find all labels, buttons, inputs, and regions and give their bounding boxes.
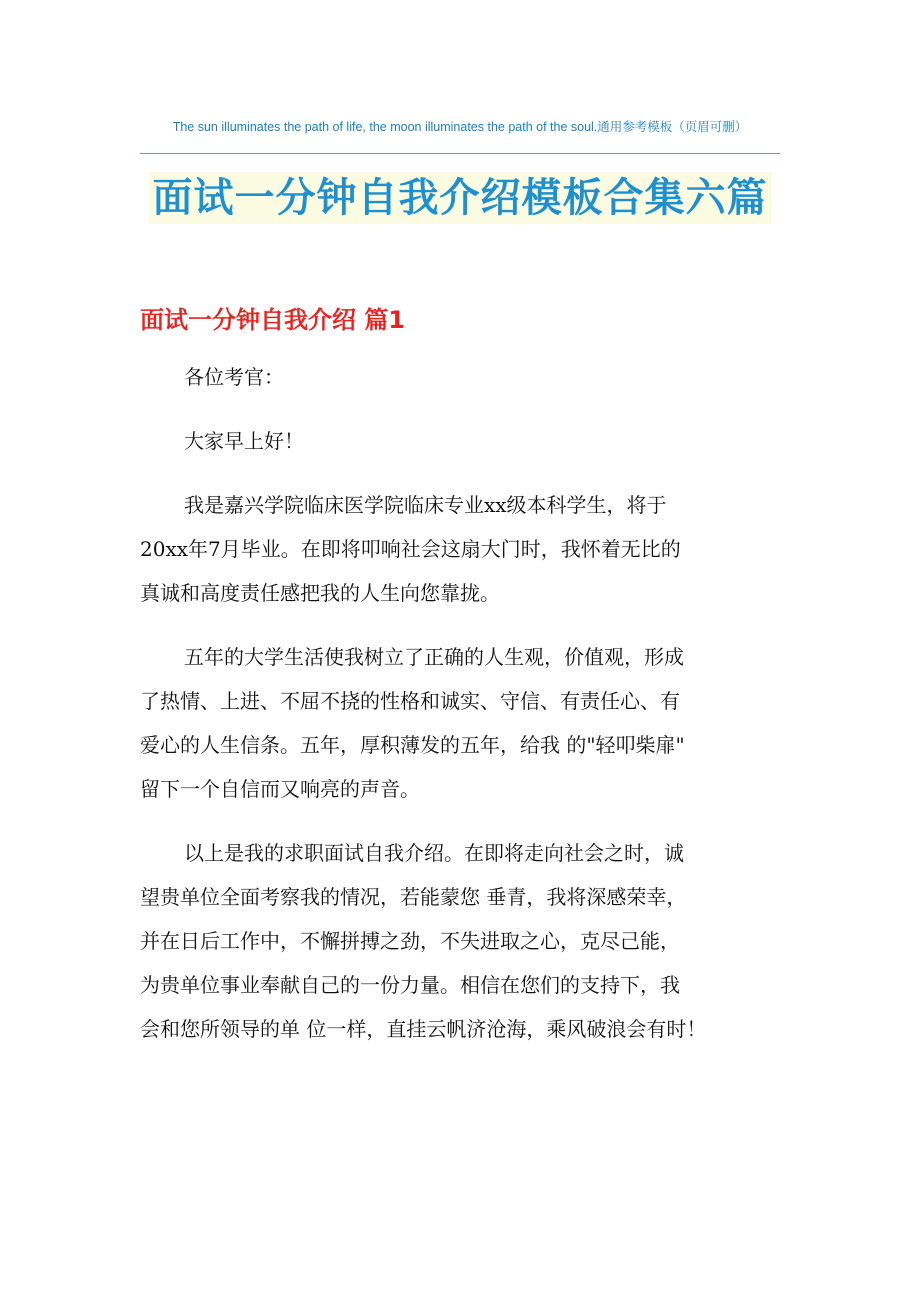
document-title: 面试一分钟自我介绍模板合集六篇 <box>149 172 772 224</box>
paragraph <box>140 419 800 463</box>
paragraph <box>140 831 800 1051</box>
paragraph-line: 我是嘉兴学院临床医学院临床专业xx级本科学生，将于 <box>184 493 667 517</box>
section-heading: 面试一分钟自我介绍 篇1 <box>140 306 406 334</box>
paragraph-line: 以上是我的求职面试自我介绍。在即将走向社会之时，诚 <box>184 841 684 865</box>
paragraph-line: 各位考官： <box>184 365 284 389</box>
paragraph-line: 了热情、上进、不屈不挠的性格和诚实、守信、有责任心、有 <box>140 689 680 713</box>
paragraph-line: 大家早上好！ <box>184 429 304 453</box>
paragraph-line: 真诚和高度责任感把我的人生向您靠拢。 <box>140 581 500 605</box>
paragraph <box>140 635 800 811</box>
header-divider <box>140 153 780 154</box>
paragraph-line: 为贵单位事业奉献自己的一份力量。相信在您们的支持下，我 <box>140 973 680 997</box>
title-container <box>0 172 920 224</box>
paragraph-line: 五年的大学生活使我树立了正确的人生观，价值观，形成 <box>184 645 684 669</box>
page-header: The sun illuminates the path of life, the moon illuminates the path of the soul.通用参考模板（页眉可删） <box>172 120 748 134</box>
paragraph-line: 爱心的人生信条。五年，厚积薄发的五年，给我 的"轻叩柴扉" <box>140 733 685 757</box>
paragraph <box>140 355 800 399</box>
paragraph-line: 会和您所领导的单 位一样，直挂云帆济沧海，乘风破浪会有时！ <box>140 1017 707 1041</box>
document-body <box>140 355 800 1071</box>
paragraph-line: 留下一个自信而又响亮的声音。 <box>140 777 420 801</box>
paragraph-line: 并在日后工作中，不懈拼搏之劲，不失进取之心，克尽己能， <box>140 929 680 953</box>
paragraph-line: 20xx年7月毕业。在即将叩响社会这扇大门时，我怀着无比的 <box>140 537 681 561</box>
paragraph-line: 望贵单位全面考察我的情况，若能蒙您 垂青，我将深感荣幸， <box>140 885 687 909</box>
paragraph <box>140 483 800 615</box>
